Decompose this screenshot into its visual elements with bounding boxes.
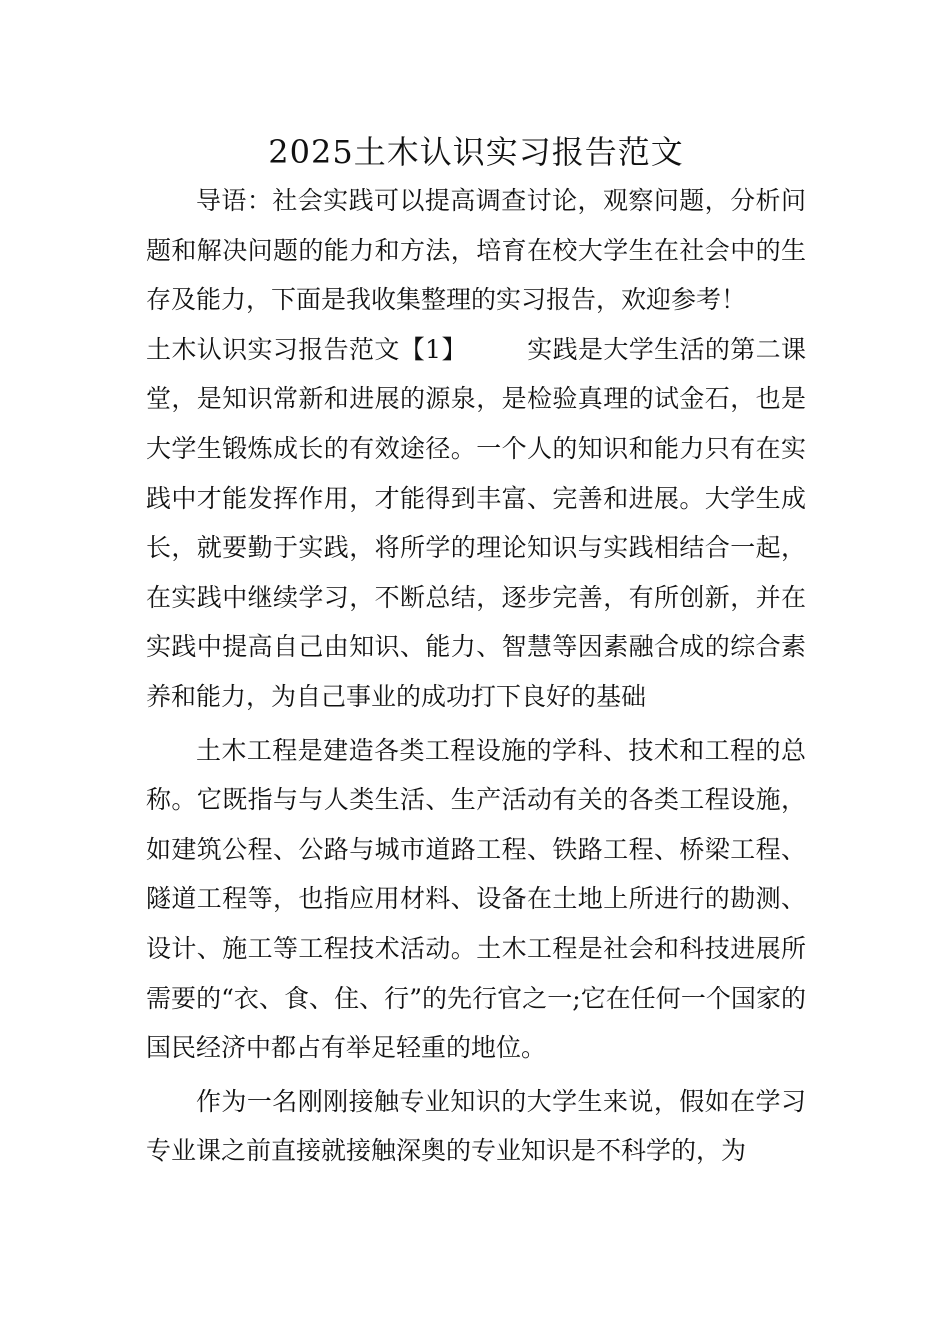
section-paragraph	[146, 325, 806, 722]
paragraph-student: 作为一名刚刚接触专业知识的大学生来说，假如在学习专业课之前直接就接触深奥的专业知识是不科学的，为	[146, 1086, 806, 1166]
intro-paragraph: 导语：社会实践可以提高调查讨论，观察问题，分析问题和解决问题的能力和方法，培育在校大学生在社会中的生存及能力，下面是我收集整理的实习报告，欢迎参考！	[146, 186, 806, 315]
section-body: 实践是大学生活的第二课堂，是知识常新和进展的源泉，是检验真理的试金石，也是大学生锻炼成长的有效途径。一个人的知识和能力只有在实践中才能发挥作用，才能得到丰富、完善和进展。大学生成长，就要勤于实践，将所学的理论知识与实践相结合一起，在实践中继续学习，不断总结，逐步完善，有所创新，并在实践中提高自己由知识、能力、智慧等因素融合成的综合素养和能力，为自己事业的成功打下良好的基础	[146, 334, 806, 711]
document-title: 2025土木认识实习报告范文	[268, 133, 684, 171]
paragraph-civil-engineering: 土木工程是建造各类工程设施的学科、技术和工程的总称。它既指与与人类生活、生产活动有关的各类工程设施，如建筑公程、公路与城市道路工程、铁路工程、桥梁工程、隧道工程等，也指应用材料、设备在土地上所进行的勘测、设计、施工等工程技术活动。土木工程是社会和科技进展所需要的“衣、食、住、行”的先行官之一;它在任何一个国家的国民经济中都占有举足轻重的地位。	[146, 735, 806, 1063]
section-heading: 土木认识实习报告范文【1】	[146, 334, 467, 364]
document-page	[146, 128, 806, 1176]
